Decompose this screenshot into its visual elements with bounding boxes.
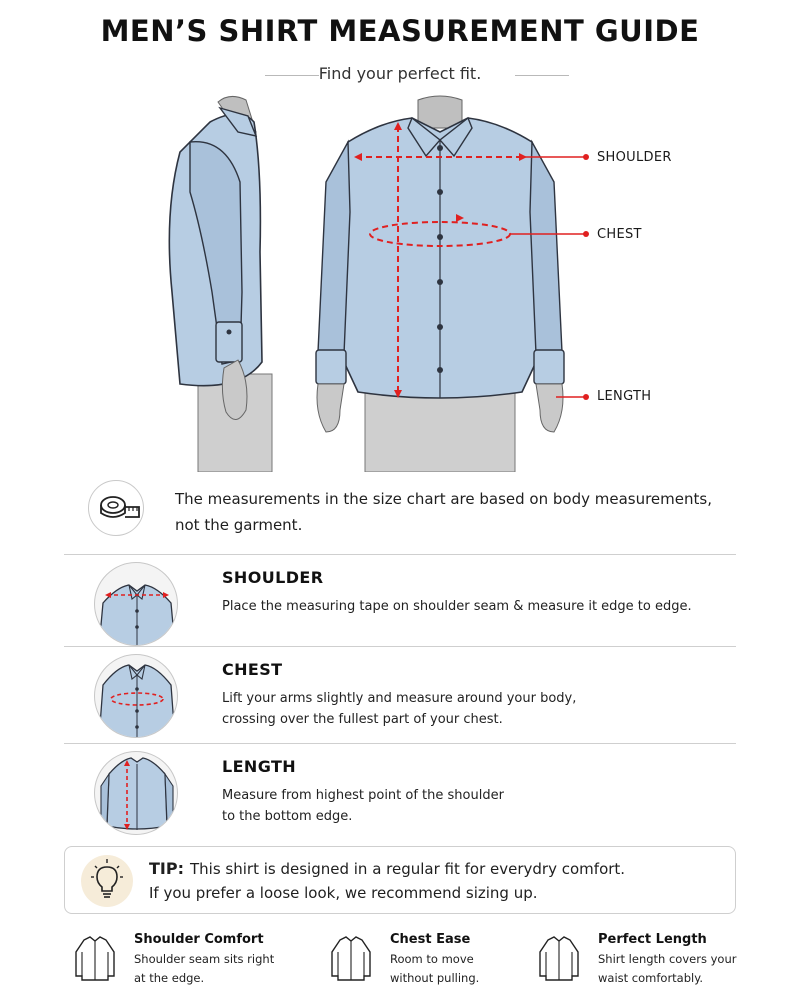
- tip-box: [64, 846, 736, 914]
- measure-length: [64, 751, 736, 839]
- length-thumbnail: [94, 751, 178, 835]
- shoulder-title: SHOULDER: [222, 568, 324, 587]
- measuring-tape-icon: [88, 480, 144, 536]
- subtitle-row: [0, 64, 800, 86]
- front-view-shirt: [316, 96, 589, 472]
- callout-shoulder: SHOULDER: [597, 150, 672, 165]
- side-view-shirt: [169, 96, 272, 472]
- divider: [64, 554, 736, 555]
- shirt-icon: [536, 932, 582, 984]
- length-desc-line-1: Measure from highest point of the shoulder: [222, 788, 504, 803]
- feature-chest-ease: [328, 928, 538, 992]
- shirt-icon: [328, 932, 374, 984]
- shirt-icon: [72, 932, 118, 984]
- shoulder-thumbnail: [94, 562, 178, 646]
- length-title: LENGTH: [222, 757, 297, 776]
- divider: [64, 743, 736, 744]
- tip-label: TIP:: [149, 859, 184, 878]
- feature-description: [134, 950, 284, 988]
- feature-description: [390, 950, 540, 988]
- tip-text: [149, 857, 625, 905]
- chest-desc-line-1: Lift your arms slightly and measure around your body,: [222, 691, 577, 706]
- feature-title: Perfect Length: [598, 932, 707, 947]
- feature-desc-line-2: waist comfortably.: [598, 971, 704, 985]
- feature-desc-line-1: Room to move: [390, 952, 474, 966]
- measure-shoulder: [64, 562, 736, 650]
- callout-chest: CHEST: [597, 227, 642, 242]
- chest-title: CHEST: [222, 660, 283, 679]
- tip-line-2: If you prefer a loose look, we recommend sizing up.: [149, 884, 538, 902]
- feature-desc-line-1: Shoulder seam sits right: [134, 952, 275, 966]
- tip-line-1: This shirt is designed in a regular fit for everydry comfort.: [190, 860, 626, 878]
- chest-desc-line-2: crossing over the fullest part of your chest.: [222, 712, 503, 727]
- shirt-illustration: [150, 92, 770, 472]
- feature-description: [598, 950, 748, 988]
- subtitle: Find your perfect fit.: [318, 64, 482, 83]
- length-desc-line-2: to the bottom edge.: [222, 809, 353, 824]
- feature-desc-line-2: without pulling.: [390, 971, 480, 985]
- subtitle-divider-right: [515, 75, 569, 76]
- length-description: [222, 785, 722, 827]
- features-row: [64, 928, 744, 992]
- feature-title: Shoulder Comfort: [134, 932, 264, 947]
- feature-shoulder-comfort: [72, 928, 282, 992]
- chest-thumbnail: [94, 654, 178, 738]
- feature-desc-line-1: Shirt length covers your: [598, 952, 737, 966]
- shoulder-desc-line-1: Place the measuring tape on shoulder seam & measure it edge to edge.: [222, 599, 692, 614]
- intro-line-2: not the garment.: [175, 516, 303, 534]
- hero-illustration: [150, 92, 770, 472]
- intro-line-1: The measurements in the size chart are based on body measurements,: [175, 490, 712, 508]
- divider: [64, 646, 736, 647]
- lightbulb-icon: [81, 855, 133, 907]
- feature-title: Chest Ease: [390, 932, 471, 947]
- feature-desc-line-2: at the edge.: [134, 971, 205, 985]
- shoulder-description: [222, 596, 722, 617]
- chest-description: [222, 688, 722, 730]
- page-title: MEN’S SHIRT MEASUREMENT GUIDE: [100, 14, 700, 48]
- intro-note: [88, 478, 768, 544]
- measure-chest: [64, 654, 736, 742]
- callout-length: LENGTH: [597, 389, 652, 404]
- feature-perfect-length: [536, 928, 746, 992]
- intro-text: [175, 486, 765, 538]
